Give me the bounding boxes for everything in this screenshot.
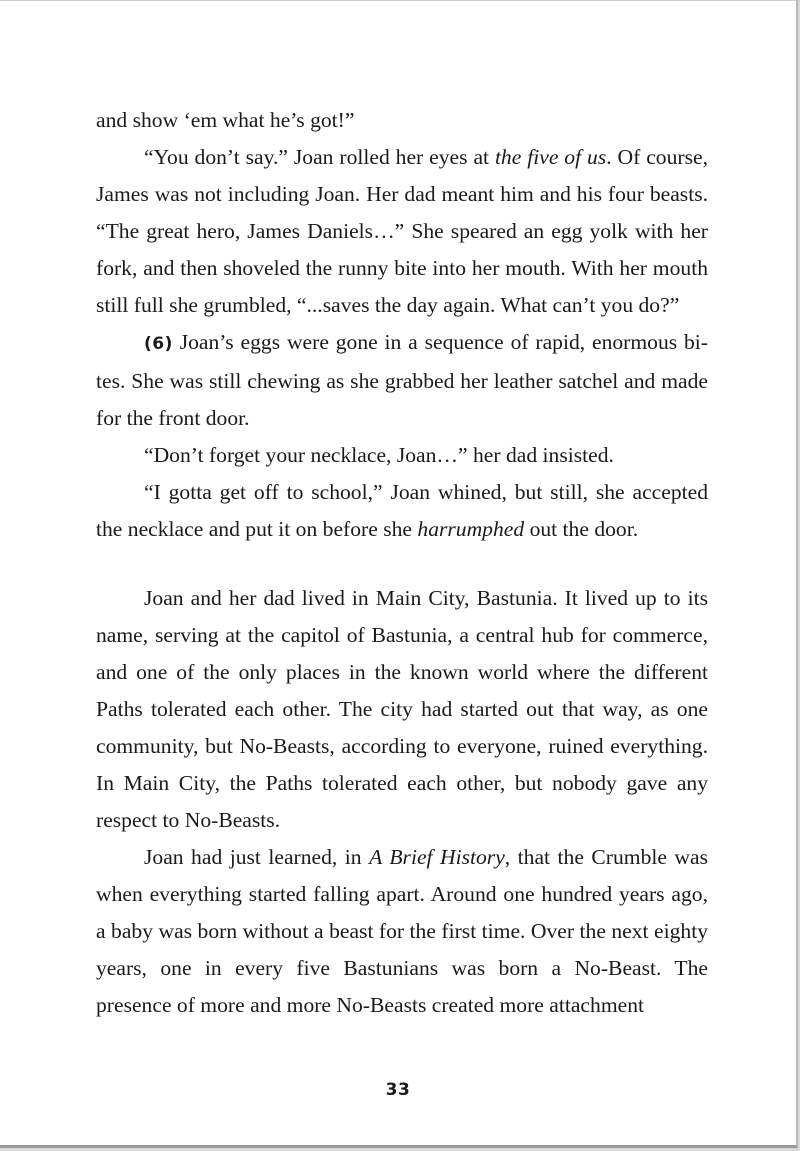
paragraph bbox=[96, 437, 708, 474]
page-top-edge bbox=[0, 0, 796, 1]
paragraph-text: “Don’t forget your necklace, Joan…” her dad insisted. bbox=[144, 443, 614, 467]
paragraph-text: . Of course, James was not including Joan. Her dad meant him and his four beasts. “The great hero, James Daniels…” She speared an egg yolk with her fork, and then shoveled the runny bite into her mouth. With her mouth still full she grumbled, “...saves the day again. What can’t you do?” bbox=[96, 145, 708, 317]
paragraph bbox=[96, 839, 708, 1024]
paragraph-text: Joan had just learned, in bbox=[144, 845, 370, 869]
italic-phrase: A Brief History bbox=[369, 845, 505, 869]
paragraph-text: and show ‘em what he’s got!” bbox=[96, 108, 355, 132]
section-marker: (6) bbox=[144, 334, 173, 354]
paragraph-text: “You don’t say.” Joan rolled her eyes at bbox=[144, 145, 495, 169]
paragraph-text: out the door. bbox=[524, 517, 639, 541]
paragraph-text: Joan’s eggs were gone in a sequence of rapid, enormous bites. She was still chewing as she grabbed her leather satchel and made for the front door. bbox=[96, 330, 708, 430]
paragraph bbox=[96, 139, 708, 324]
text-block-top bbox=[96, 102, 708, 548]
italic-phrase: harrumphed bbox=[417, 517, 525, 541]
paragraph-text: Joan and her dad lived in Main City, Bastunia. It lived up to its name, serving at the capitol of Bastunia, a central hub for commerce, and one of the only places in the known world where the different Paths tolerated each other. The city had started out that way, as one community, but No-Beasts, according to everyone, ruined everything. In Main City, the Paths tolerated each other, but nobody gave any respect to No-Beasts. bbox=[96, 586, 708, 832]
paragraph bbox=[96, 474, 708, 548]
paragraph-text: , that the Crumble was when everything started falling apart. Around one hundred years ago, a baby was born without a beast for the first time. Over the next eighty years, one in every five Bastunians was born a No-Beast. The presence of more and more No-Beasts created more attachment bbox=[96, 845, 709, 1017]
paragraph bbox=[96, 324, 708, 437]
page-number: 33 bbox=[385, 1080, 411, 1100]
paragraph-continuation bbox=[96, 102, 708, 139]
paragraph bbox=[96, 580, 708, 839]
paragraph-text: “I gotta get off to school,” Joan whined, but still, she accepted the necklace and put it on before she bbox=[96, 480, 708, 541]
italic-phrase: the five of us bbox=[494, 145, 607, 169]
text-block-bottom bbox=[96, 580, 708, 1024]
